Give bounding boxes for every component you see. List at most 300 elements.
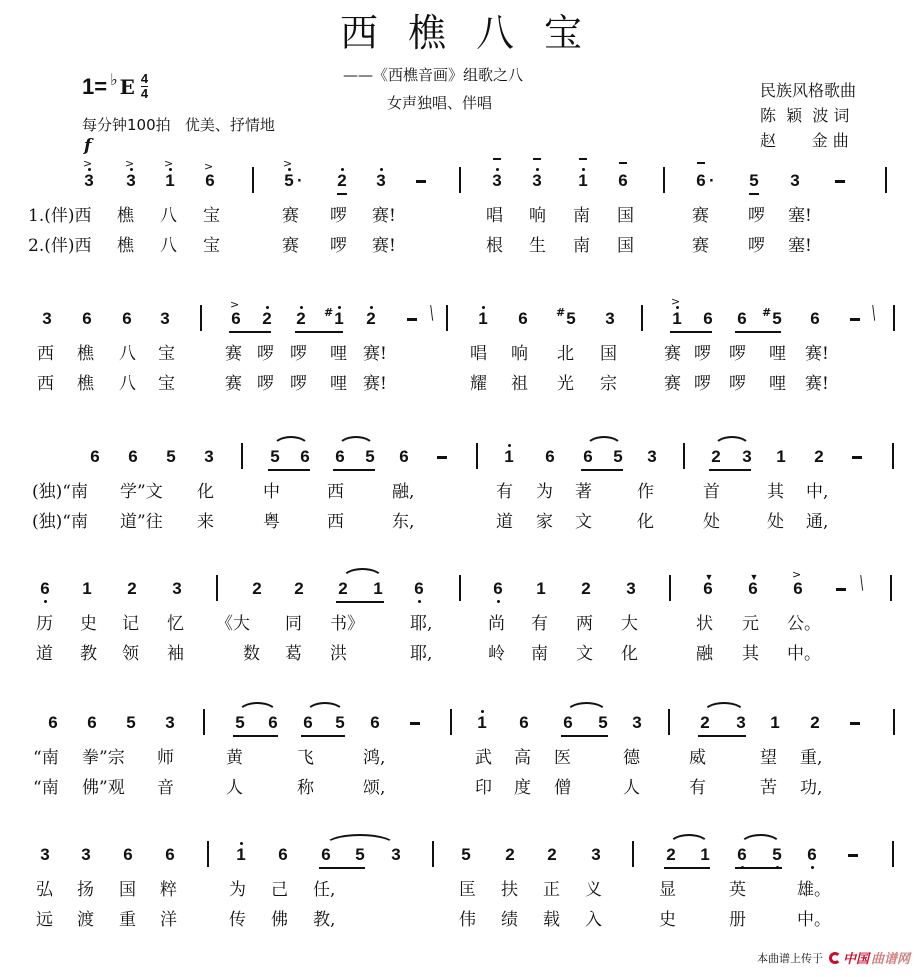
note: [701, 572, 715, 600]
octave-down-dot: [497, 600, 500, 603]
octave-down-dot: [44, 600, 47, 603]
lyric-syllable: 颂,: [363, 778, 386, 798]
lyric-syllable: 樵: [77, 344, 94, 364]
note: [624, 578, 638, 600]
octave-up-dot: [240, 842, 243, 845]
lyric-syllable: 《大: [216, 614, 250, 634]
lyric-syllable: 八: [160, 236, 177, 256]
lyric-syllable: 粹: [160, 880, 177, 900]
note-digit: 5: [235, 713, 245, 732]
note: [770, 844, 784, 866]
barline: [200, 305, 202, 331]
note: [124, 712, 138, 734]
lyric-syllable: 赛: [664, 344, 681, 364]
lyric-syllable: 望: [760, 748, 777, 768]
note-digit: 2: [666, 845, 676, 864]
note: [38, 578, 52, 600]
key-note: E: [119, 74, 135, 99]
lyric-syllable: 赛: [664, 374, 681, 394]
note-digit: 2: [294, 579, 304, 598]
barline: [216, 575, 218, 601]
underline-beam: [581, 469, 623, 471]
note-digit: 3: [492, 171, 502, 190]
lyric-syllable: 塞!: [788, 236, 812, 256]
lyric-syllable: 哩: [330, 374, 347, 394]
sharp-icon: #: [556, 306, 566, 319]
note: [412, 578, 426, 600]
underline-beam: [301, 735, 345, 737]
extension-dash: [437, 456, 447, 459]
lyric-syllable: 人: [226, 778, 243, 798]
octave-up-dot: [508, 444, 511, 447]
barline: [663, 167, 665, 193]
barline: [892, 841, 894, 867]
underline-beam: [664, 867, 710, 869]
note-digit: 6: [40, 579, 50, 598]
note: [250, 578, 264, 600]
accent-icon: >: [792, 568, 802, 581]
lyric-syllable: 学”文: [120, 482, 163, 502]
lyric-syllable: 鸿,: [363, 748, 386, 768]
note: [319, 844, 333, 866]
note-digit: 3: [790, 171, 800, 190]
lyric-syllable: 啰: [729, 344, 746, 364]
barline: [203, 709, 205, 735]
note: [808, 308, 822, 330]
note-digit: 6: [303, 713, 313, 732]
note: [581, 446, 595, 468]
lyric-syllable: 义: [585, 880, 602, 900]
lyric-syllable: 洪: [330, 644, 347, 664]
slur-arc: [305, 702, 345, 714]
lyric-syllable: 教,: [313, 910, 336, 930]
note: [229, 298, 243, 330]
tenuto-mark: [619, 162, 627, 164]
note: [534, 578, 548, 600]
lyric-syllable: 称: [297, 778, 314, 798]
lyric-syllable: 书》: [330, 614, 364, 634]
note: [596, 712, 610, 734]
underline-beam: [333, 469, 375, 471]
lyric-syllable: 啰: [729, 374, 746, 394]
lyric-syllable: 耶,: [410, 614, 433, 634]
lyric-syllable: 道: [496, 512, 513, 532]
note: [163, 157, 177, 192]
note: [747, 170, 761, 192]
note-digit: 5: [566, 309, 576, 328]
lyric-syllable: 啰: [257, 374, 274, 394]
lyric-syllable: 赛!: [372, 206, 396, 226]
note: [301, 712, 315, 734]
note: [762, 306, 784, 330]
lyric-syllable: 化: [197, 482, 214, 502]
barline: [207, 841, 209, 867]
note: [374, 170, 388, 192]
lyric-syllable: 光: [557, 374, 574, 394]
underline-beam: [233, 735, 278, 737]
lyric-syllable: 袖: [167, 644, 184, 664]
lyric-syllable: (独)“南: [32, 512, 88, 532]
extension-dash: [836, 588, 846, 591]
time-top: 4: [140, 71, 149, 86]
accent-icon: >: [283, 157, 293, 170]
lyric-syllable: 响: [529, 206, 546, 226]
note-digit: 6: [737, 845, 747, 864]
note: [616, 170, 630, 192]
lyric-syllable: 耶,: [410, 644, 433, 664]
note-digit: 6: [807, 845, 817, 864]
lyric-syllable: 首: [703, 482, 720, 502]
octave-up-dot: [496, 168, 499, 171]
lyric-syllable: 道”往: [120, 512, 163, 532]
lyric-syllable: 北: [557, 344, 574, 364]
lyric-syllable: 远: [36, 910, 53, 930]
extension-dash: [410, 722, 420, 725]
octave-up-dot: [338, 306, 341, 309]
subtitle: ——《西樵音画》组歌之八: [343, 66, 524, 84]
lyric-syllable: 为: [536, 482, 553, 502]
note: [476, 308, 490, 330]
note-digit: 1: [776, 447, 786, 466]
note: [294, 308, 308, 330]
note-digit: 1: [672, 309, 682, 328]
note-digit: 5: [365, 447, 375, 466]
note-digit: 6: [545, 447, 555, 466]
note: [336, 578, 350, 600]
note-digit: 6: [122, 309, 132, 328]
note-digit: 6: [703, 579, 713, 598]
lyric-syllable: 啰: [694, 374, 711, 394]
note: [260, 308, 274, 330]
note-digit: 3: [126, 171, 136, 190]
lyric-syllable: 其: [767, 482, 784, 502]
lyric-syllable: 绩: [501, 910, 518, 930]
octave-up-dot: [380, 168, 383, 171]
lyric-syllable: 1.(伴)西: [28, 206, 92, 226]
note-digit: 6: [414, 579, 424, 598]
lyric-syllable: 僧: [554, 778, 571, 798]
barline: [450, 709, 452, 735]
barline: [669, 575, 671, 601]
note-digit: 6: [231, 309, 241, 328]
note-digit: 3: [160, 309, 170, 328]
note: [516, 308, 530, 330]
extension-dash: [852, 456, 862, 459]
lyric-syllable: 显: [659, 880, 676, 900]
note: [163, 844, 177, 866]
note: [125, 578, 139, 600]
key-label: 1=: [82, 73, 108, 99]
lyricist: 陈 颖 波 词: [760, 106, 850, 125]
lyric-syllable: 南: [573, 236, 590, 256]
note: [120, 308, 134, 330]
note-digit: 6: [123, 845, 133, 864]
extension-dash: [407, 318, 417, 321]
barline: [885, 167, 887, 193]
lyric-syllable: 文: [575, 512, 592, 532]
lyric-syllable: 有: [689, 778, 706, 798]
note-digit: 3: [626, 579, 636, 598]
lyric-syllable: 洋: [160, 910, 177, 930]
note: [670, 295, 684, 330]
note: [475, 712, 489, 734]
slur-arc: [341, 568, 384, 580]
underline-beam: [319, 867, 365, 869]
lyric-syllable: 状: [696, 614, 713, 634]
note: [368, 712, 382, 734]
extension-dash: [835, 180, 845, 183]
note-digit: 5: [461, 845, 471, 864]
lyric-syllable: 有: [531, 614, 548, 634]
note: [88, 446, 102, 468]
lyric-syllable: 国: [617, 206, 634, 226]
note-digit: 6: [703, 309, 713, 328]
note-digit: 5: [335, 713, 345, 732]
lyric-syllable: 赛!: [805, 374, 829, 394]
barline: [459, 575, 461, 601]
lyric-syllable: 重: [119, 910, 136, 930]
note-digit: 6: [618, 171, 628, 190]
note: [364, 308, 378, 330]
lyric-syllable: 中。: [787, 644, 821, 664]
barline: [890, 575, 892, 601]
augmentation-dot: ·: [709, 171, 715, 190]
barline: [241, 443, 243, 469]
note-digit: 6: [810, 309, 820, 328]
accent-icon: >: [230, 298, 240, 311]
note: [163, 712, 177, 734]
lyric-syllable: 其: [742, 644, 759, 664]
slur-arc: [668, 834, 710, 846]
note: [561, 712, 575, 734]
note-digit: 6: [82, 309, 92, 328]
note: [694, 170, 715, 192]
note-digit: 3: [647, 447, 657, 466]
lyric-syllable: 宝: [203, 236, 220, 256]
note: [124, 157, 138, 192]
barline: [476, 443, 478, 469]
staccato-icon: ▼: [749, 572, 759, 582]
time-bottom: 4: [140, 86, 149, 101]
lyric-syllable: 重,: [800, 748, 823, 768]
note: [603, 308, 617, 330]
note-digit: 6: [335, 447, 345, 466]
note-digit: 6: [321, 845, 331, 864]
breath-mark-icon: ╲: [855, 575, 868, 591]
note: [630, 712, 644, 734]
tenuto-mark: [697, 162, 705, 164]
lyric-syllable: 西: [327, 512, 344, 532]
note: [363, 446, 377, 468]
lyric-syllable: 啰: [330, 236, 347, 256]
note: [589, 844, 603, 866]
lyric-syllable: 化: [637, 512, 654, 532]
lyric-syllable: 融,: [392, 482, 415, 502]
lyric-syllable: 生: [529, 236, 546, 256]
note: [170, 578, 184, 600]
lyric-syllable: 宝: [158, 344, 175, 364]
lyric-syllable: 国: [119, 880, 136, 900]
underline-beam: [229, 331, 271, 333]
lyric-syllable: 佛”观: [82, 778, 125, 798]
accent-icon: >: [164, 157, 174, 170]
note: [735, 844, 749, 866]
note: [353, 844, 367, 866]
note: [203, 160, 217, 192]
lyric-syllable: 中,: [806, 482, 829, 502]
accent-icon: >: [671, 295, 681, 308]
note-digit: 3: [742, 447, 752, 466]
note: [40, 308, 54, 330]
note-digit: 1: [82, 579, 92, 598]
slur-arc: [585, 436, 623, 448]
note-digit: 1: [504, 447, 514, 466]
barline: [893, 305, 895, 331]
note: [389, 844, 403, 866]
slur-arc: [237, 702, 278, 714]
note-digit: 1: [334, 309, 344, 328]
underline-beam: [336, 601, 384, 603]
lyric-syllable: 中。: [797, 910, 831, 930]
note-digit: 2: [700, 713, 710, 732]
note-digit: 2: [338, 579, 348, 598]
note-digit: 3: [532, 171, 542, 190]
note-digit: 6: [370, 713, 380, 732]
lyric-syllable: 扬: [77, 880, 94, 900]
lyric-syllable: 为: [229, 880, 246, 900]
note: [268, 446, 282, 468]
note: [576, 170, 590, 192]
lyric-syllable: 雄。: [797, 880, 831, 900]
lyric-syllable: 史: [659, 910, 676, 930]
note-digit: 2: [810, 713, 820, 732]
note: [459, 844, 473, 866]
lyric-syllable: 伟: [459, 910, 476, 930]
note: [698, 844, 712, 866]
site-name-2: 曲谱网: [870, 952, 910, 967]
lyric-syllable: 正: [543, 880, 560, 900]
note: [164, 446, 178, 468]
lyric-syllable: 处: [767, 512, 784, 532]
lyric-syllable: 宝: [158, 374, 175, 394]
note: [579, 578, 593, 600]
lyric-syllable: 赛: [692, 236, 709, 256]
sharp-icon: #: [324, 306, 334, 319]
note: [530, 170, 544, 192]
lyric-syllable: 樵: [117, 206, 134, 226]
lyric-syllable: 领: [122, 644, 139, 664]
note-digit: 6: [737, 309, 747, 328]
underline-beam: [709, 469, 751, 471]
note: [202, 446, 216, 468]
note-digit: 5: [355, 845, 365, 864]
lyric-syllable: 根: [486, 236, 503, 256]
note: [808, 712, 822, 734]
note-digit: 3: [42, 309, 52, 328]
note: [266, 712, 280, 734]
extension-dash: [850, 722, 860, 725]
lyric-syllable: 宝: [203, 206, 220, 226]
lyric-syllable: 册: [729, 910, 746, 930]
composer: 赵 金 曲: [760, 131, 849, 150]
lyric-syllable: 文: [576, 644, 593, 664]
lyric-syllable: (独)“南: [32, 482, 88, 502]
note-digit: 1: [578, 171, 588, 190]
octave-down-dot: [418, 600, 421, 603]
lyric-syllable: 师: [157, 748, 174, 768]
barline: [459, 167, 461, 193]
underline-beam: [337, 193, 347, 195]
note-digit: 6: [748, 579, 758, 598]
lyric-syllable: 融: [696, 644, 713, 664]
lyric-syllable: 大: [621, 614, 638, 634]
note-digit: 6: [48, 713, 58, 732]
note: [701, 308, 715, 330]
lyric-syllable: 人: [623, 778, 640, 798]
lyric-syllable: 有: [496, 482, 513, 502]
lyric-syllable: 高: [514, 748, 531, 768]
note-digit: 3: [40, 845, 50, 864]
note-digit: 6: [278, 845, 288, 864]
lyric-syllable: 葛: [285, 644, 302, 664]
note-digit: 1: [165, 171, 175, 190]
note: [545, 844, 559, 866]
upload-text: 本曲谱上传于: [756, 951, 823, 965]
note-digit: 1: [477, 713, 487, 732]
lyric-syllable: 来: [197, 512, 214, 532]
lyric-syllable: 八: [119, 344, 136, 364]
note-digit: 5: [772, 309, 782, 328]
lyric-syllable: 耀: [470, 374, 487, 394]
lyric-syllable: 入: [585, 910, 602, 930]
lyric-syllable: 英: [729, 880, 746, 900]
note-digit: 5: [598, 713, 608, 732]
note-digit: 1: [373, 579, 383, 598]
tempo-marking: 每分钟100拍 优美、抒情地: [82, 116, 275, 134]
lyric-syllable: 历: [36, 614, 53, 634]
lyric-syllable: 赛!: [363, 374, 387, 394]
lyric-syllable: 啰: [330, 206, 347, 226]
lyric-syllable: 八: [119, 374, 136, 394]
lyric-syllable: 粤: [263, 512, 280, 532]
note-digit: 2: [711, 447, 721, 466]
lyric-syllable: 功,: [800, 778, 823, 798]
lyric-syllable: 苦: [760, 778, 777, 798]
lyric-syllable: 中: [263, 482, 280, 502]
underline-beam: [735, 331, 781, 333]
note-digit: 6: [563, 713, 573, 732]
breath-mark-icon: ╲: [425, 305, 438, 321]
lyric-syllable: 啰: [694, 344, 711, 364]
note: [158, 308, 172, 330]
note-digit: 6: [583, 447, 593, 466]
note: [82, 157, 96, 192]
lyric-syllable: 赛: [692, 206, 709, 226]
octave-up-dot: [341, 168, 344, 171]
lyric-syllable: 宗: [600, 374, 617, 394]
lyric-syllable: 度: [514, 778, 531, 798]
note: [46, 712, 60, 734]
lyric-syllable: 两: [576, 614, 593, 634]
lyric-syllable: 化: [621, 644, 638, 664]
lyric-syllable: 唱: [470, 344, 487, 364]
flat-icon: ♭: [110, 70, 118, 89]
lyric-syllable: 数: [243, 644, 260, 664]
lyric-syllable: 黄: [226, 748, 243, 768]
slur-arc: [702, 702, 746, 714]
slur-arc: [739, 834, 782, 846]
slur-arc: [565, 702, 608, 714]
